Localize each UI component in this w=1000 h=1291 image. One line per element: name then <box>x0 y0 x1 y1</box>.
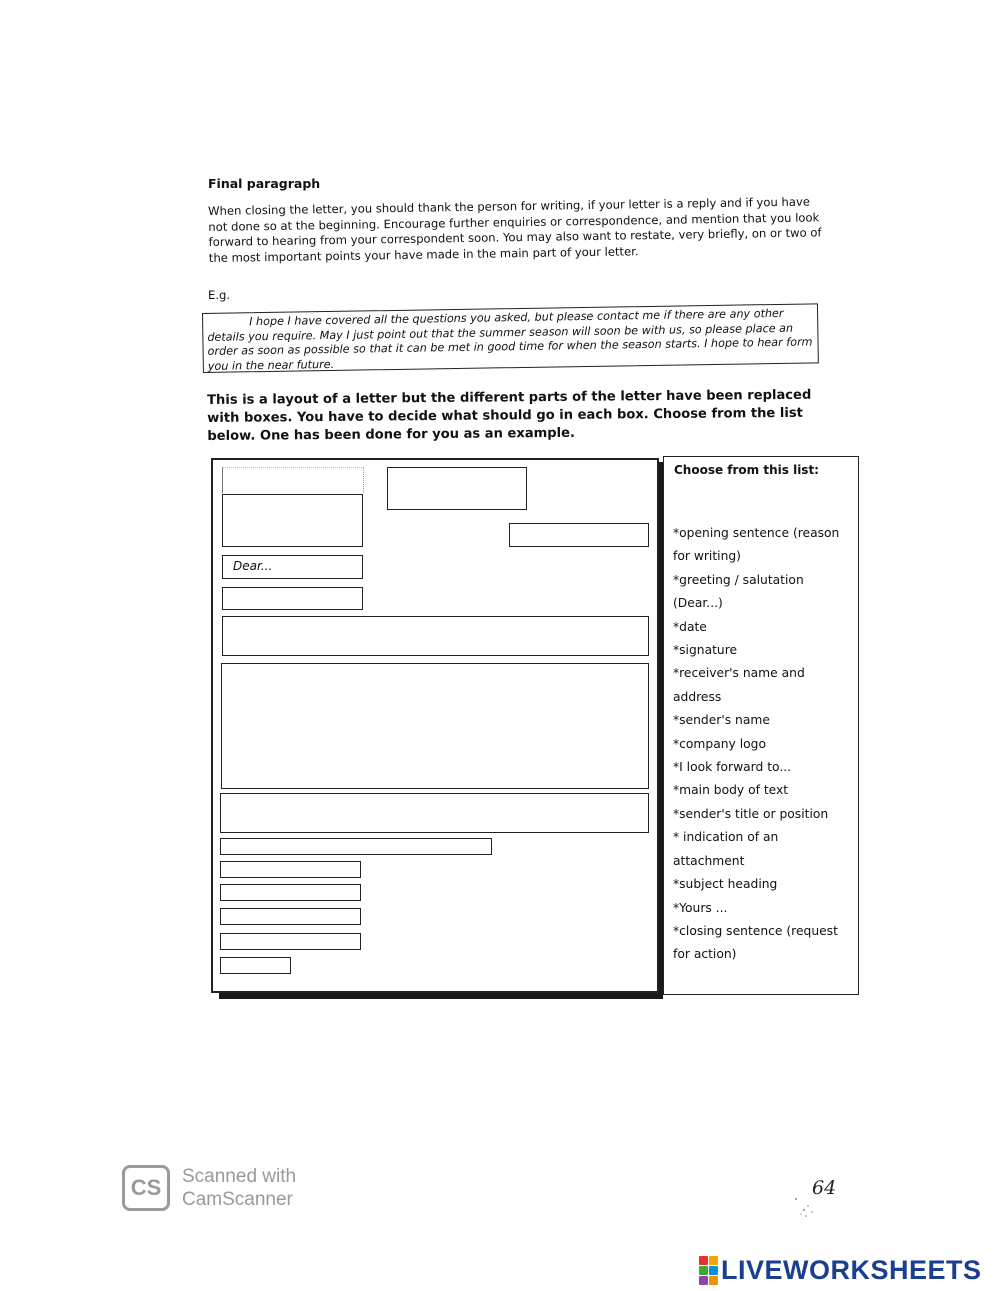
answer-box-signature[interactable] <box>220 884 361 901</box>
camscanner-watermark <box>182 1165 296 1211</box>
example-quote-box <box>202 303 819 373</box>
example-label: E.g. <box>208 288 231 302</box>
choice-option: * indication of an <box>673 830 779 845</box>
choice-option: *greeting / salutation <box>673 572 804 587</box>
choice-option: address <box>673 689 722 704</box>
logo-block <box>699 1276 708 1285</box>
choice-option: *sender's name <box>673 713 770 728</box>
liveworksheets-wordmark: LIVEWORKSHEETS <box>721 1255 982 1285</box>
camscanner-line1: Scanned with <box>182 1166 297 1187</box>
choice-option: *receiver's name and <box>673 666 805 681</box>
choice-option: *closing sentence (request <box>673 923 838 938</box>
answer-box-address[interactable] <box>222 494 363 547</box>
section-paragraph: When closing the letter, you should thank the person for writing, if your letter is a reply and if you have not done so at the beginning. Encourage further enquiries or correspondence, and mention that you look forward to hearing from your correspondent soon. You may also want to restate, very briefly, on or two of the most important points your have made in the main part of your letter. <box>208 194 822 265</box>
logo-block <box>699 1256 708 1265</box>
answer-box-closing[interactable] <box>220 793 649 833</box>
exercise-instructions: This is a layout of a letter but the different parts of the letter have been replaced with boxes. You have to decide what should go in each box. Choose from the list below. One has been done for you as an example. <box>207 387 812 444</box>
choice-option: *I look forward to... <box>673 760 792 775</box>
logo-block <box>709 1256 718 1265</box>
choice-option: *company logo <box>673 736 767 751</box>
logo-slot[interactable] <box>222 467 364 493</box>
choice-option: *main body of text <box>673 783 789 798</box>
page-number: 64 <box>812 1177 837 1199</box>
logo-block <box>709 1266 718 1275</box>
choice-option: attachment <box>673 853 745 868</box>
answer-box-subject[interactable] <box>222 587 363 610</box>
camscanner-line2: CamScanner <box>182 1189 293 1210</box>
answer-box-top-right[interactable] <box>387 467 527 510</box>
choice-option: *subject heading <box>673 877 778 892</box>
scan-specks-icon <box>792 1196 822 1220</box>
choice-list-title: Choose from this list: <box>674 463 819 477</box>
choice-option: *sender's title or position <box>673 806 829 821</box>
answer-box-date[interactable] <box>509 523 649 547</box>
logo-block <box>709 1276 718 1285</box>
example-quote-text: I hope I have covered all the questions you asked, but please contact me if there are any other details you require. May I just point out that the summer season will soon be with us, so please place an order as soon as possible so that it can be met in good time for when the season starts. I hope to hear form you in the near future. <box>207 306 813 373</box>
letter-shadow-bottom <box>219 993 663 999</box>
choice-option: for action) <box>673 947 737 962</box>
choice-option: for writing) <box>673 549 741 564</box>
liveworksheets-blocks-icon <box>699 1256 718 1285</box>
answer-box-look-forward[interactable] <box>220 838 492 855</box>
section-heading: Final paragraph <box>208 176 321 191</box>
answer-box-sender-name[interactable] <box>220 908 361 925</box>
choice-option: *date <box>673 619 707 634</box>
choice-option: *Yours ... <box>673 900 728 915</box>
camscanner-icon: CS <box>122 1165 170 1211</box>
liveworksheets-logo[interactable] <box>699 1256 982 1284</box>
example-answer: Dear... <box>233 559 273 573</box>
choice-option: *signature <box>673 643 738 658</box>
answer-box-yours[interactable] <box>220 861 361 878</box>
choice-option: *opening sentence (reason <box>673 526 840 540</box>
logo-block <box>699 1266 708 1275</box>
answer-box-opening[interactable] <box>222 616 649 656</box>
choice-option: (Dear...) <box>673 596 723 611</box>
answer-box-greeting[interactable] <box>222 555 363 579</box>
choice-list <box>673 522 855 967</box>
answer-box-main-body[interactable] <box>221 663 649 789</box>
answer-box-sender-title[interactable] <box>220 933 361 950</box>
answer-box-attachment[interactable] <box>220 957 291 974</box>
